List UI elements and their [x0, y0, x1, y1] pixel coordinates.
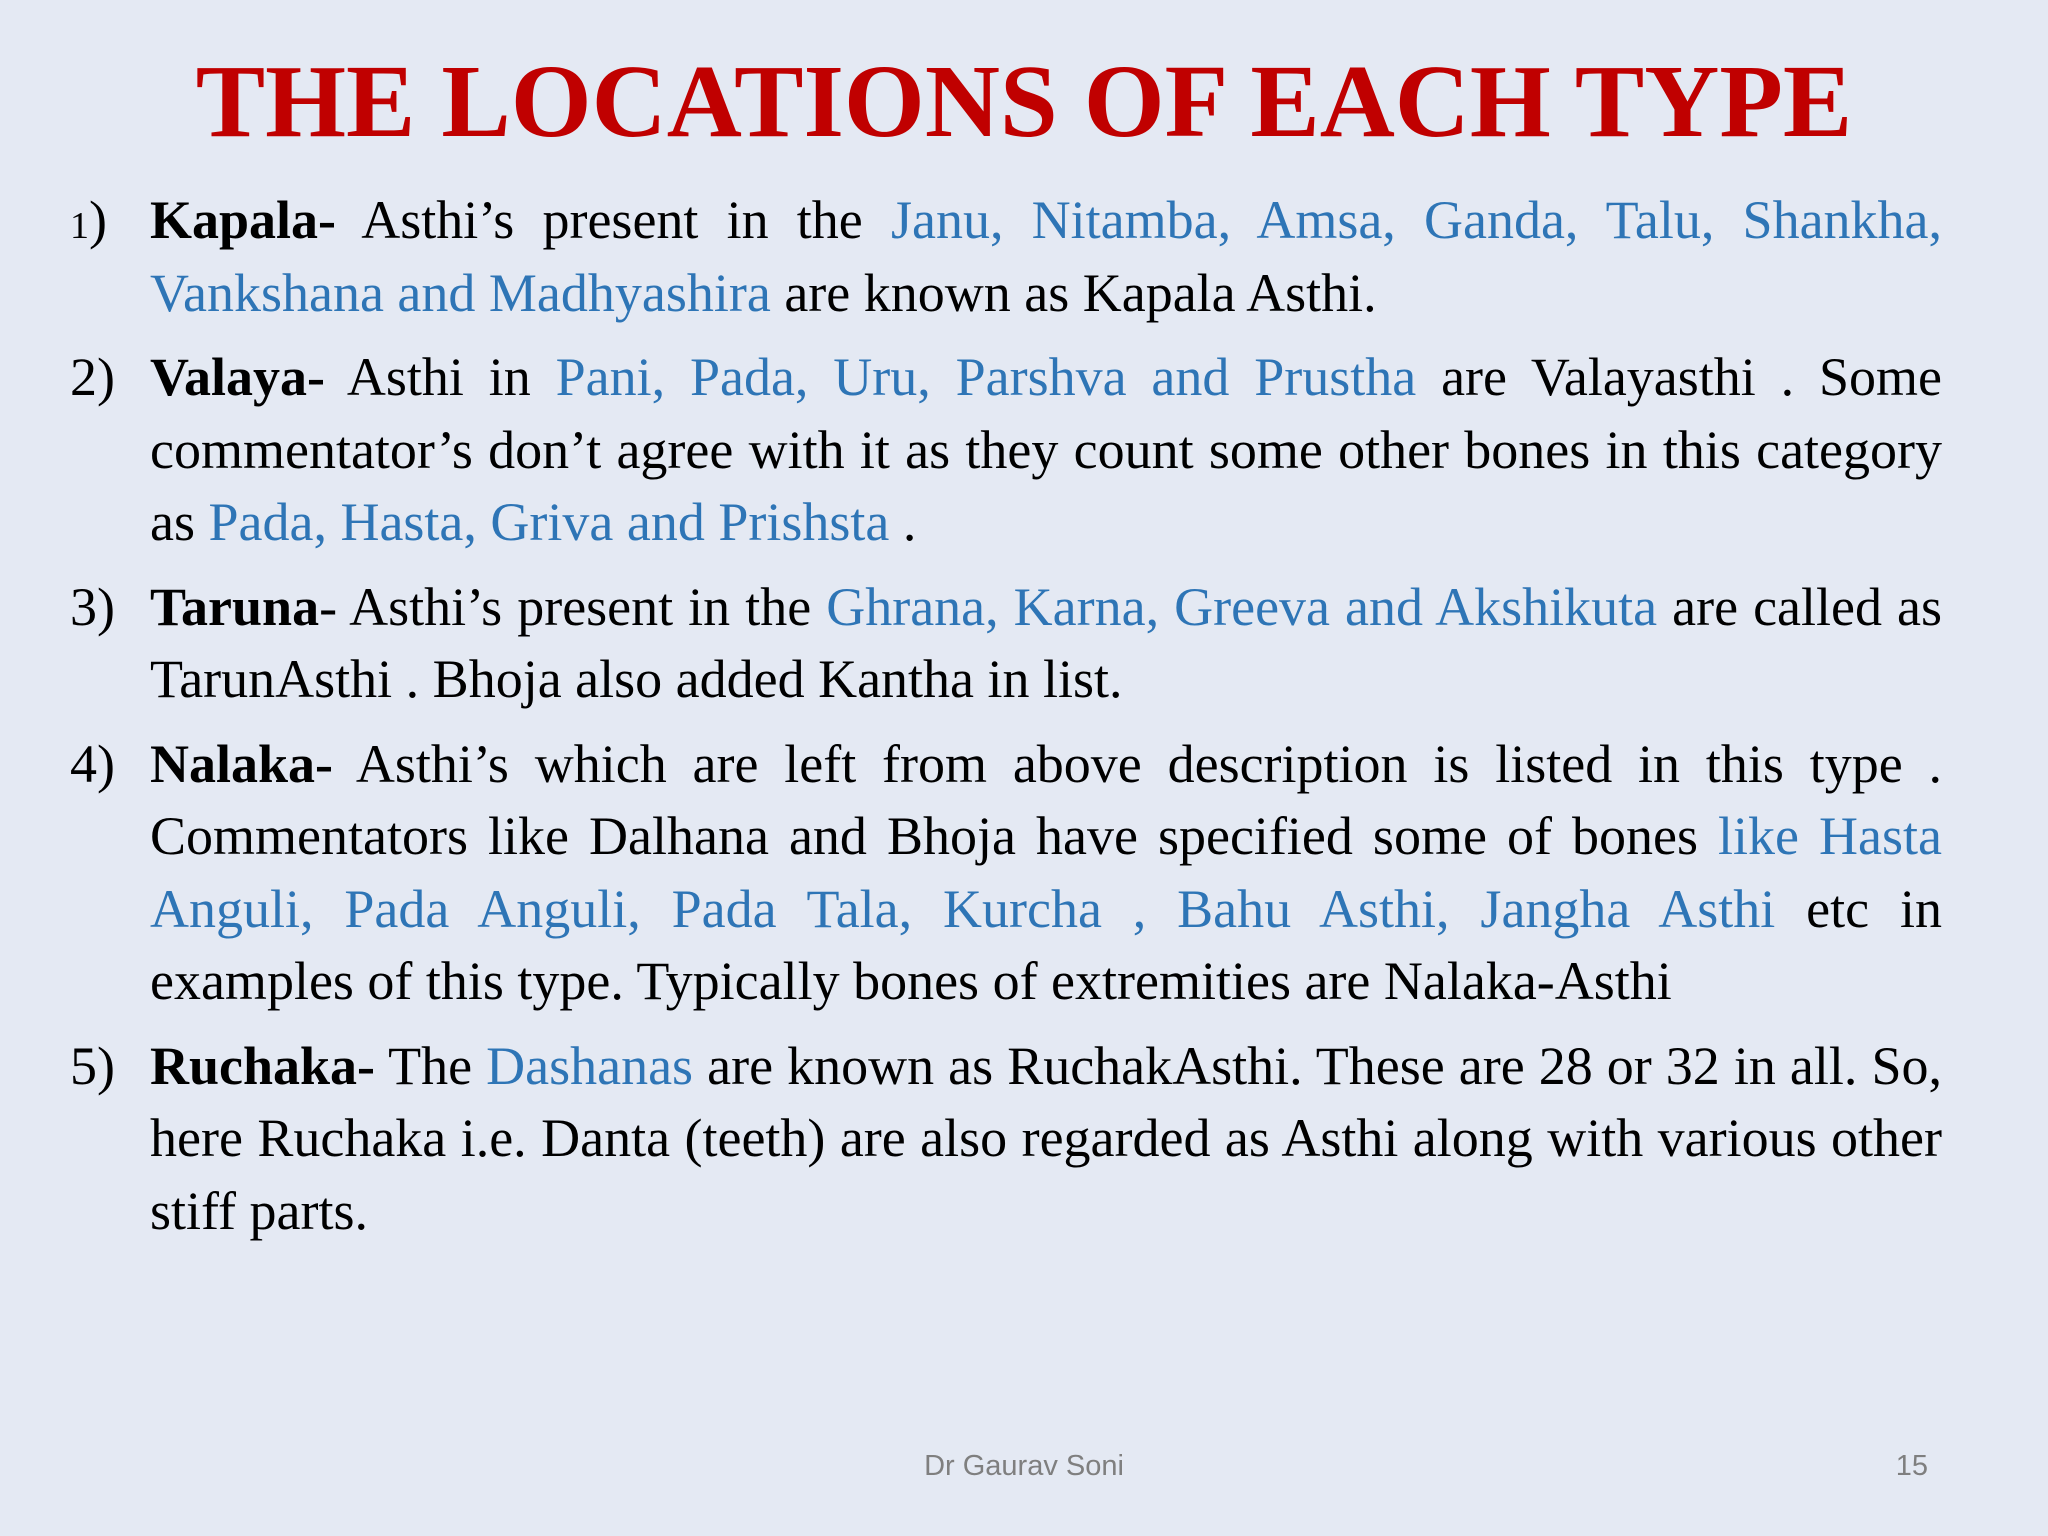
- item-number: 4): [70, 733, 115, 794]
- item-highlight: like Hasta Anguli, Pada Anguli, Pada Tala, Kurcha , Bahu Asthi, Jangha Asthi: [150, 806, 1942, 939]
- item-term: Taruna: [150, 576, 320, 637]
- item-number-digit: 1: [70, 205, 89, 247]
- list-item-taruna: [70, 571, 1942, 716]
- item-text-part: etc in examples of this type. Typically bones of extremities are Nalaka-Asthi: [150, 878, 1942, 1011]
- slide-title: THE LOCATIONS OF EACH TYPE: [195, 44, 1853, 159]
- item-number-suffix: ): [89, 190, 107, 250]
- item-text: [150, 728, 1942, 1018]
- item-text-part: are called as TarunAsthi . Bhoja also added Kantha in list.: [150, 576, 1943, 709]
- footer-author: Dr Gaurav Soni: [924, 1450, 1124, 1482]
- item-highlight: Janu, Nitamba, Amsa, Ganda, Talu, Shankha, Vankshana and Madhyashira: [150, 190, 1942, 323]
- item-highlight: Ghrana, Karna, Greeva and Akshikuta: [826, 576, 1658, 637]
- item-text-part: are known as RuchakAsthi. These are 28 or 32 in all. So, here Ruchaka i.e. Danta (teeth) are also regarded as Asthi along with various other stiff parts.: [150, 1035, 1942, 1241]
- item-highlight: Pani, Pada, Uru, Parshva and Prustha: [555, 347, 1417, 407]
- list-item-kapala: [70, 184, 1942, 329]
- item-text: [150, 341, 1942, 559]
- item-text-part: The: [375, 1035, 487, 1096]
- list-item-ruchaka: [70, 1030, 1942, 1248]
- location-list: [70, 184, 1942, 1259]
- item-text-part: Asthi’s which are left from above description is listed in this type . Commentators like Dalhana and Bhoja have specified some of bones: [150, 733, 1942, 866]
- item-text-part: are Valayasthi . Some commentator’s don’t agree with it as they count some other bones in this category as: [150, 347, 1942, 552]
- item-term: Ruchaka-: [150, 1035, 376, 1096]
- item-number: [70, 184, 150, 263]
- list-item-nalaka: [70, 728, 1942, 1018]
- item-number: 5): [70, 1035, 115, 1096]
- item-text-part: Asthi’s present in the: [336, 190, 891, 250]
- item-number: 3): [70, 576, 115, 637]
- item-text-part: are known as Kapala Asthi.: [770, 262, 1377, 323]
- item-text-part: .: [889, 492, 917, 552]
- item-text: [150, 184, 1942, 329]
- item-text: [150, 1030, 1942, 1248]
- item-text-part: Asthi in: [325, 347, 556, 407]
- item-highlight: Dashanas: [486, 1035, 694, 1096]
- item-text-part: - Asthi’s present in the: [319, 576, 827, 637]
- page-number: 15: [1895, 1450, 1928, 1482]
- item-number: 2): [70, 347, 115, 407]
- item-term: Valaya-: [150, 347, 326, 407]
- item-term: Nalaka-: [150, 733, 334, 794]
- item-term: Kapala-: [150, 190, 337, 250]
- item-highlight: Pada, Hasta, Griva and Prishsta: [208, 492, 890, 552]
- item-text: [150, 571, 1942, 716]
- list-item-valaya: [70, 341, 1942, 559]
